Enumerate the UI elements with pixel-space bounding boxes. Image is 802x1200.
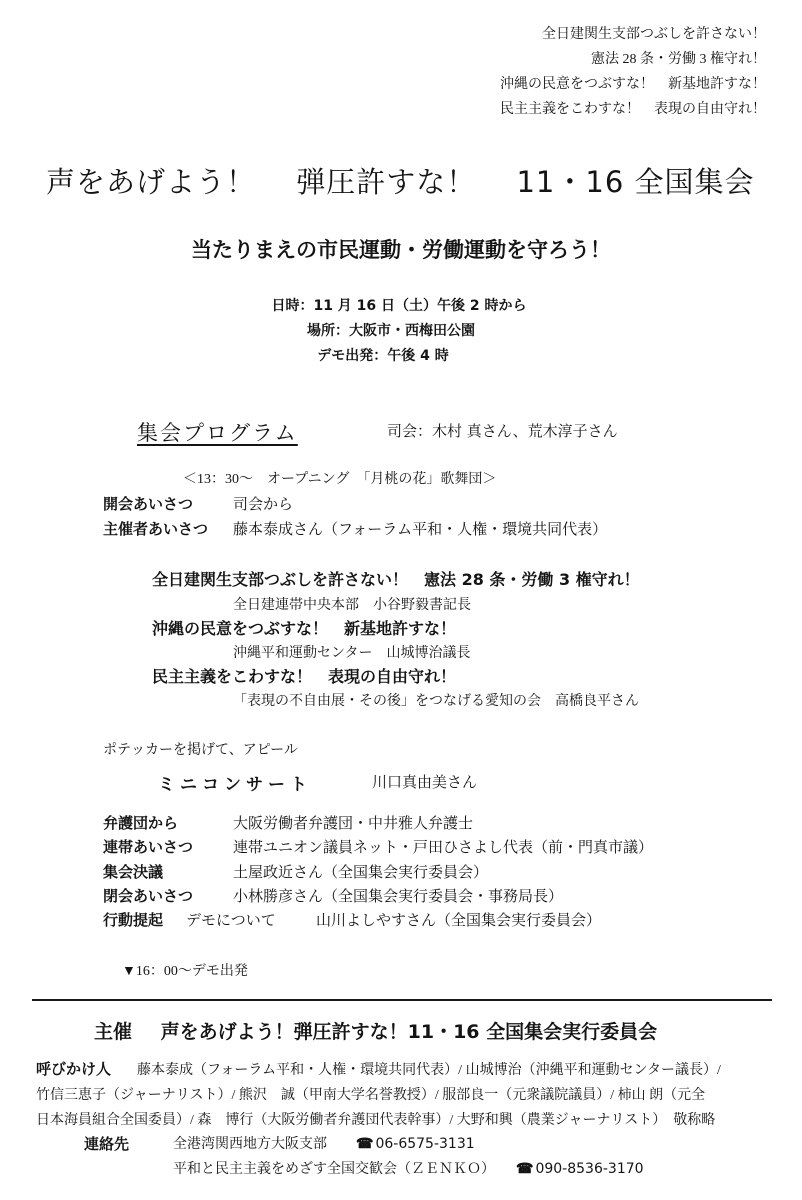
title-part-3: 11・16 全国集会	[516, 165, 755, 199]
row-value: 司会から	[233, 495, 294, 513]
program-row	[0, 518, 802, 538]
appeal-slogan: 沖縄の民意をつぶすな！ 新基地許すな！	[152, 619, 457, 638]
top-slogans	[500, 22, 766, 122]
contact-entry	[173, 1158, 644, 1178]
program-heading: 集会プログラム	[137, 421, 298, 445]
title-part-1: 声をあげよう！	[46, 165, 257, 199]
program-row	[0, 909, 802, 929]
page-title	[46, 160, 755, 201]
appeal-speaker: 全日建連帯中央本部 小谷野毅書記長	[233, 597, 471, 613]
row-sub: デモについて	[186, 911, 276, 929]
program-row	[0, 836, 802, 856]
phone-icon: ☎	[356, 1137, 374, 1152]
mini-concert-performer: 川口真由美さん	[372, 773, 478, 791]
mini-concert-label: ミニコンサート	[158, 775, 312, 795]
appeal-slogan: 全日建関生支部つぶしを許さない！ 憲法 28 条・労働 3 権守れ！	[152, 570, 640, 589]
contact-org: 平和と民主主義をめざす全国交歓会（ＺＥＮＫＯ）	[173, 1162, 495, 1177]
callers-label: 呼びかけ人	[36, 1060, 112, 1078]
organizer-label: 主催	[94, 1021, 133, 1043]
program-row	[0, 493, 802, 513]
top-slogan: 全日建関生支部つぶしを許さない！	[542, 27, 766, 42]
callers-line: 竹信三恵子（ジャーナリスト）/ 熊沢 誠（甲南大学名誉教授）/ 服部良一（元衆議院議員）/ 柿山 朗（元全	[36, 1088, 706, 1103]
organizer-name: 声をあげよう！弾圧許すな！11・16 全国集会実行委員会	[160, 1021, 658, 1043]
event-datetime: 日時：11 月 16 日（土）午後 2 時から	[271, 298, 527, 314]
callers-line: 日本海員組合全国委員）/ 森 博行（大阪労働者弁護団代表幹事）/ 大野和興（農業ジャーナリスト） 敬称略	[36, 1113, 716, 1128]
row-value: 藤本泰成さん（フォーラム平和・人権・環境共同代表）	[233, 520, 608, 538]
poster-appeal: ポテッカーを掲げて、アピール	[103, 742, 298, 758]
demo-time: ▼16：00～デモ出発	[122, 964, 248, 979]
appeal-slogan: 民主主義をこわすな！ 表現の自由守れ！	[152, 667, 457, 686]
callers	[36, 1057, 776, 1133]
program-row	[0, 812, 802, 832]
row-label: 主催者あいさつ	[103, 520, 209, 538]
contact-entry	[173, 1133, 475, 1153]
row-label: 集会決議	[103, 863, 164, 881]
row-value: 小林勝彦さん（全国集会実行委員会・事務局長）	[233, 887, 564, 905]
opening-line: ＜13：30～ オープニング 「月桃の花」歌舞団＞	[183, 472, 497, 487]
contact-phone: 06-6575-3131	[375, 1136, 475, 1152]
contact-org: 全港湾関西地方大阪支部	[173, 1137, 327, 1152]
event-info	[0, 294, 802, 369]
top-slogan: 民主主義をこわすな！ 表現の自由守れ！	[500, 102, 766, 117]
callers-line: 藤本泰成（フォーラム平和・人権・環境共同代表）/ 山城博治（沖縄平和運動センター議長）/	[137, 1063, 721, 1078]
organizer	[94, 1017, 657, 1044]
contact-phone: 090-8536-3170	[535, 1161, 644, 1177]
subtitle: 当たりまえの市民運動・労働運動を守ろう！	[191, 238, 611, 262]
row-label: 弁護団から	[103, 814, 179, 832]
contacts-label: 連絡先	[84, 1135, 130, 1153]
program-row	[0, 861, 802, 881]
row-value: 大阪労働者弁護団・中井雅人弁護士	[233, 814, 474, 832]
row-label: 開会あいさつ	[103, 495, 194, 513]
row-value: 土屋政近さん（全国集会実行委員会）	[233, 863, 489, 881]
phone-icon: ☎	[516, 1162, 534, 1177]
program-mc: 司会：木村 真さん、荒木淳子さん	[387, 422, 618, 440]
row-label: 行動提起	[103, 911, 164, 929]
event-demo-start: デモ出発：午後 4 時	[317, 348, 449, 364]
top-slogan: 憲法 28 条・労働 3 権守れ！	[591, 52, 766, 67]
row-value: 連帯ユニオン議員ネット・戸田ひさよし代表（前・門真市議）	[233, 838, 654, 856]
title-part-2: 弾圧許すな！	[296, 165, 477, 199]
row-label: 連帯あいさつ	[103, 838, 194, 856]
divider	[32, 999, 772, 1001]
program-row	[0, 885, 802, 905]
appeal-speaker: 沖縄平和運動センター 山城博治議長	[233, 645, 471, 661]
event-place: 場所：大阪市・西梅田公園	[307, 323, 475, 339]
appeal-speaker: 「表現の不自由展・その後」をつなげる愛知の会 高橋良平さん	[233, 693, 639, 709]
row-value: 山川よしやすさん（全国集会実行委員会）	[316, 911, 602, 929]
row-label: 閉会あいさつ	[103, 887, 194, 905]
top-slogan: 沖縄の民意をつぶすな！ 新基地許すな！	[500, 77, 766, 92]
